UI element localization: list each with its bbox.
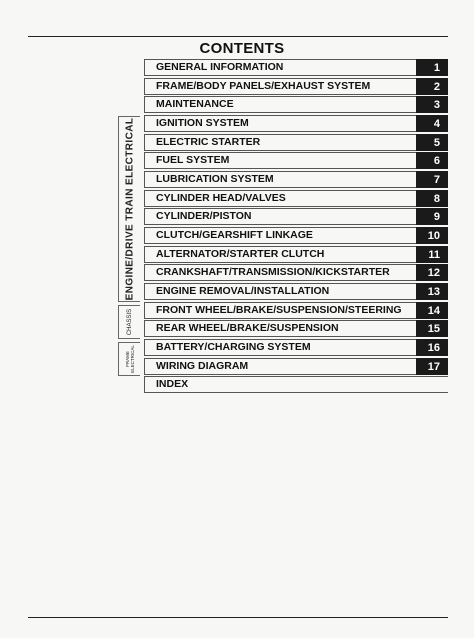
toc-row-label: FRAME/BODY PANELS/EXHAUST SYSTEM — [156, 79, 371, 92]
toc-row-label: CYLINDER HEAD/VALVES — [156, 191, 286, 204]
toc-row-label: ENGINE REMOVAL/INSTALLATION — [156, 285, 330, 298]
toc-row-label: MAINTENANCE — [156, 98, 234, 111]
toc-row[interactable] — [144, 320, 448, 337]
group-label-chassis: CHASSIS — [126, 308, 133, 336]
toc-row-label: REAR WHEEL/BRAKE/SUSPENSION — [156, 322, 339, 335]
toc-row-label: CRANKSHAFT/TRANSMISSION/KICKSTARTER — [156, 266, 390, 279]
section-tab[interactable]: 15 — [416, 320, 448, 337]
top-rule — [28, 36, 448, 37]
toc-row[interactable] — [144, 208, 448, 225]
section-tab[interactable]: 1 — [416, 59, 448, 76]
toc-row[interactable] — [144, 283, 448, 300]
section-tab[interactable]: 13 — [416, 283, 448, 300]
section-tab[interactable]: 2 — [416, 78, 448, 95]
toc-row[interactable] — [144, 134, 448, 151]
toc-row[interactable] — [144, 96, 448, 113]
toc-row[interactable] — [144, 115, 448, 132]
toc-row-index[interactable] — [144, 376, 448, 393]
toc-row[interactable] — [144, 246, 448, 263]
toc-row-label: GENERAL INFORMATION — [156, 61, 284, 73]
section-tab[interactable]: 12 — [416, 264, 448, 281]
table-of-contents — [144, 59, 448, 395]
toc-row[interactable] — [144, 171, 448, 188]
toc-row[interactable] — [144, 358, 448, 375]
group-engine-drive-train-electrical — [118, 116, 140, 302]
section-tab[interactable]: 4 — [416, 115, 448, 132]
toc-row-label: FUEL SYSTEM — [156, 154, 230, 167]
toc-row-label: ELECTRIC STARTER — [156, 135, 261, 148]
toc-row[interactable] — [144, 227, 448, 244]
group-label-frame-electrical: FRAME ELECTRICAL — [124, 345, 135, 373]
section-tab[interactable]: 16 — [416, 339, 448, 356]
section-tab[interactable]: 10 — [416, 227, 448, 244]
toc-row-label: LUBRICATION SYSTEM — [156, 173, 274, 186]
toc-row[interactable] — [144, 152, 448, 169]
toc-row[interactable] — [144, 190, 448, 207]
toc-row[interactable] — [144, 264, 448, 281]
toc-row[interactable] — [144, 302, 448, 319]
toc-row[interactable] — [144, 339, 448, 356]
toc-row-label: CYLINDER/PISTON — [156, 210, 252, 223]
toc-row[interactable] — [144, 78, 448, 95]
toc-row[interactable] — [144, 59, 448, 76]
bottom-rule — [28, 617, 448, 618]
page-title: CONTENTS — [199, 40, 285, 57]
toc-row-label: INDEX — [156, 378, 189, 391]
toc-row-label: ALTERNATOR/STARTER CLUTCH — [156, 247, 325, 260]
section-tab[interactable]: 5 — [416, 134, 448, 151]
toc-row-label: WIRING DIAGRAM — [156, 359, 249, 372]
section-tab[interactable]: 7 — [416, 171, 448, 188]
section-tab[interactable]: 8 — [416, 190, 448, 207]
section-tab[interactable]: 6 — [416, 152, 448, 169]
toc-row-label: CLUTCH/GEARSHIFT LINKAGE — [156, 229, 313, 242]
section-tab[interactable]: 11 — [416, 246, 448, 263]
section-tab[interactable]: 17 — [416, 358, 448, 375]
section-tab[interactable]: 9 — [416, 208, 448, 225]
group-label-engine: ENGINE/DRIVE TRAIN ELECTRICAL — [124, 117, 135, 301]
section-tab[interactable]: 14 — [416, 302, 448, 319]
toc-row-label: IGNITION SYSTEM — [156, 117, 249, 130]
toc-row-label: BATTERY/CHARGING SYSTEM — [156, 341, 311, 354]
section-tab[interactable]: 3 — [416, 96, 448, 113]
group-chassis — [118, 305, 140, 339]
group-frame-electrical — [118, 342, 140, 376]
toc-row-label: FRONT WHEEL/BRAKE/SUSPENSION/STEERING — [156, 303, 402, 316]
